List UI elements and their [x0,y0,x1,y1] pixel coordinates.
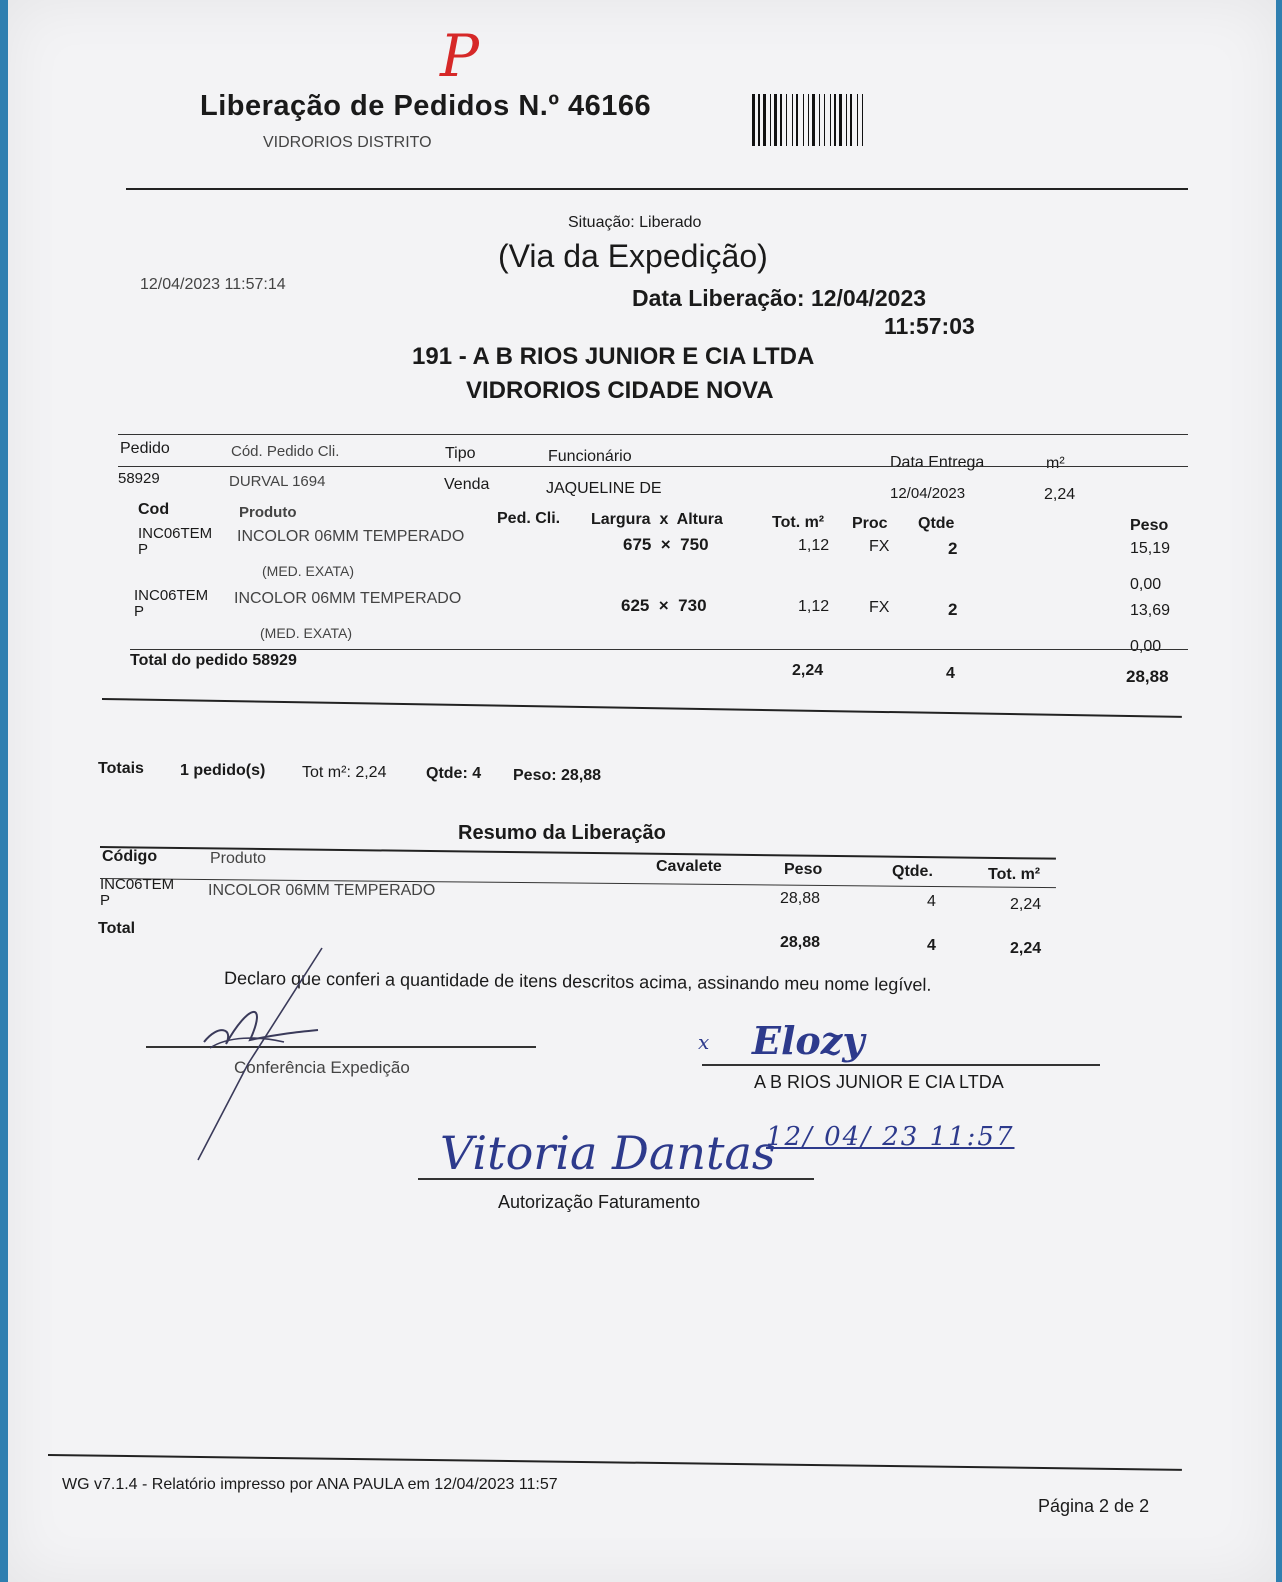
item-2-qtde: 2 [948,600,958,619]
header-divider [126,188,1188,190]
summary-row-qtde: 4 [927,893,936,910]
summary-total-label: Total [98,920,136,937]
items-col-peso: Peso [1130,517,1169,534]
label-funcionario: Funcionário [548,448,632,465]
release-time: 11:57:03 [884,313,975,339]
summary-row-cod: INC06TEM [100,876,175,893]
value-tipo: Venda [444,476,490,493]
item-1-peso: 15,19 [1130,540,1171,557]
company-signature: Elozy [752,1018,865,1063]
autorizacao-signature: Vitoria Dantas [440,1126,776,1180]
conferencia-signature [188,944,348,1164]
items-bottom-line [130,649,1188,650]
page-title: Liberação de Pedidos N.º 46166 [200,90,652,122]
items-col-tot-m2: Tot. m² [772,514,825,531]
item-2-note: (MED. EXATA) [260,625,353,641]
items-col-produto: Produto [239,504,297,521]
summary-total-tot-m2: 2,24 [1010,940,1042,957]
item-2-cod-suffix: P [134,603,145,620]
summary-col-cavalete: Cavalete [656,858,722,875]
page-subtitle: VIDRORIOS DISTRITO [263,134,432,151]
items-col-largura-altura: Largura x Altura [591,511,723,528]
item-1-cod-suffix: P [138,541,149,558]
barcode-icon [752,94,942,146]
footer-divider [48,1454,1182,1471]
summary-col-tot-m2: Tot. m² [988,866,1041,883]
totals-qtde: Qtde: 4 [426,765,482,782]
client-store: VIDRORIOS CIDADE NOVA [466,377,774,404]
totals-peso: Peso: 28,88 [513,767,602,784]
item-1-produto: INCOLOR 06MM TEMPERADO [237,528,465,545]
order-header-line [118,466,1188,467]
items-col-proc: Proc [852,515,888,532]
label-m2: m² [1046,455,1065,472]
order-total-m2: 2,24 [792,662,824,679]
autorizacao-label: Autorização Faturamento [498,1192,701,1212]
item-2-peso: 13,69 [1130,602,1171,619]
value-funcionario: JAQUELINE DE [546,480,662,497]
label-pedido: Pedido [120,440,170,457]
value-pedido: 58929 [118,470,160,487]
value-cod-pedido-cli: DURVAL 1694 [229,473,326,490]
company-signature-line [702,1064,1100,1066]
value-data-entrega: 12/04/2023 [890,485,966,502]
summary-row-tot-m2: 2,24 [1010,896,1042,913]
order-total-peso: 28,88 [1126,667,1169,686]
conferencia-label: Conferência Expedição [234,1058,410,1077]
order-total-label: Total do pedido 58929 [130,652,297,669]
summary-col-qtde: Qtde. [892,863,933,880]
label-data-entrega: Data Entrega [890,454,985,471]
document-sheet [8,0,1276,1582]
label-tipo: Tipo [445,445,476,462]
item-1-qtde: 2 [948,539,958,558]
summary-row-produto: INCOLOR 06MM TEMPERADO [208,882,436,899]
order-top-line [118,434,1188,435]
item-1-tot-m2: 1,12 [798,537,830,554]
totals-m2: Tot m²: 2,24 [302,764,387,781]
totals-pedidos: 1 pedido(s) [180,762,266,779]
item-1-cod: INC06TEM [138,525,213,542]
item-2-peso-extra: 0,00 [1130,638,1162,655]
label-cod-pedido-cli: Cód. Pedido Cli. [231,443,340,460]
footer-printed-by: WG v7.1.4 - Relatório impresso por ANA PAULA em 12/04/2023 11:57 [62,1476,558,1493]
item-1-dims: 675 × 750 [623,535,709,554]
order-total-qtde: 4 [946,665,955,682]
totals-label: Totais [98,760,144,777]
summary-total-qtde: 4 [927,937,936,954]
item-1-note: (MED. EXATA) [262,563,355,579]
release-date: Data Liberação: 12/04/2023 [632,285,927,311]
summary-total-peso: 28,88 [780,934,821,951]
summary-row-peso: 28,88 [780,890,821,907]
hand-mark-p: P [440,22,480,90]
item-2-produto: INCOLOR 06MM TEMPERADO [234,590,462,607]
item-1-proc: FX [869,538,890,555]
value-m2: 2,24 [1044,486,1076,503]
summary-col-peso: Peso [784,861,823,878]
item-1-peso-extra: 0,00 [1130,576,1162,593]
items-col-cod: Cod [138,501,170,518]
company-x-mark: x [698,1030,710,1054]
company-name-label: A B RIOS JUNIOR E CIA LTDA [754,1072,1004,1092]
footer-page-number: Página 2 de 2 [1038,1496,1150,1516]
print-timestamp: 12/04/2023 11:57:14 [140,276,286,293]
items-col-ped-cli: Ped. Cli. [497,510,561,527]
summary-col-produto: Produto [210,850,267,867]
client-name: 191 - A B RIOS JUNIOR E CIA LTDA [412,343,815,370]
items-col-qtde: Qtde [918,515,955,532]
declaration-text: Declaro que conferi a quantidade de itens descritos acima, assinando meu nome legível. [223,968,932,995]
status-text: Situação: Liberado [568,214,702,231]
via-title: (Via da Expedição) [498,238,768,274]
order-section-divider [102,698,1182,718]
handwritten-date: 12/ 04/ 23 11:57 [766,1122,1015,1152]
summary-row-cod-suffix: P [100,892,111,909]
item-2-proc: FX [869,599,890,616]
summary-title: Resumo da Liberação [458,822,666,844]
item-2-cod: INC06TEM [134,587,209,604]
summary-col-codigo: Código [102,848,158,865]
item-2-tot-m2: 1,12 [798,598,830,615]
item-2-dims: 625 × 730 [621,596,707,615]
